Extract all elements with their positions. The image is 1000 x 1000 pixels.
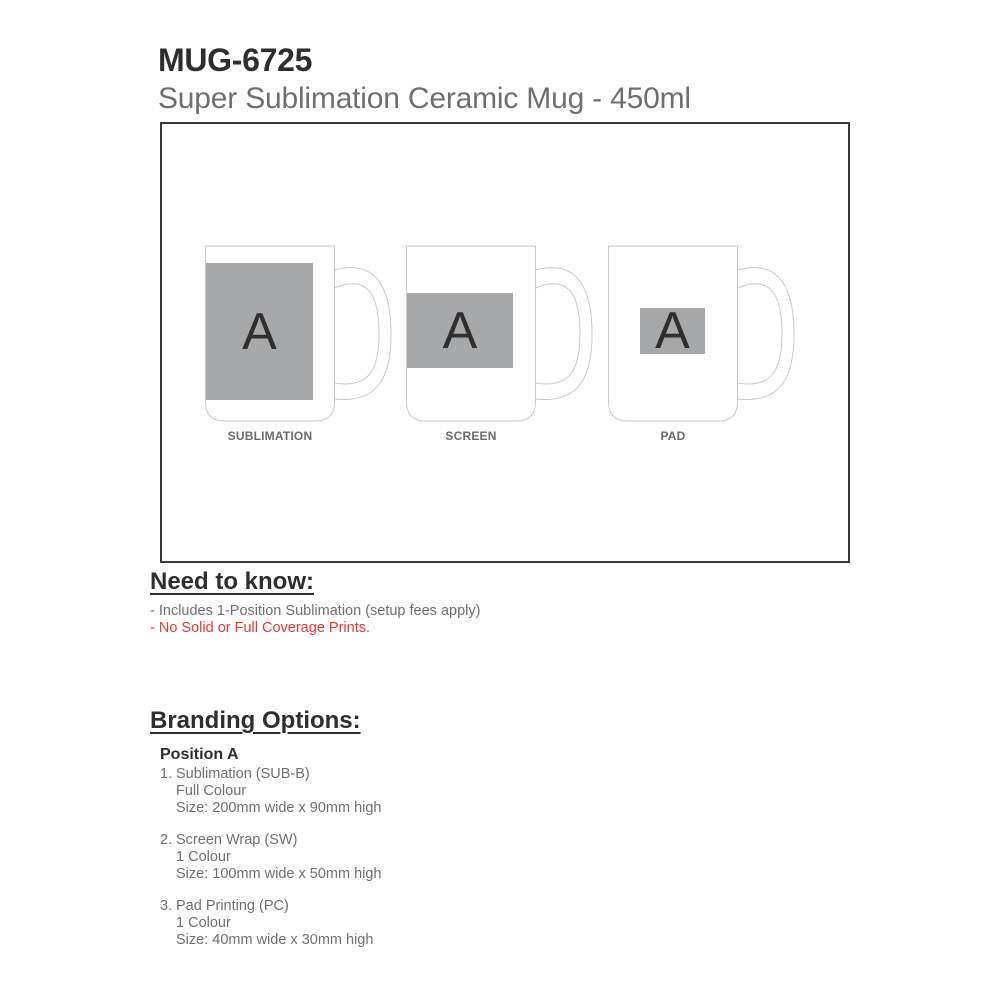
position-title: Position A: [160, 746, 239, 763]
option-method: Sublimation (SUB-B): [176, 766, 310, 782]
print-area-a: A: [407, 293, 513, 368]
branding-options-heading: Branding Options:: [150, 707, 361, 734]
branding-option-screen-wrap: [160, 832, 382, 883]
option-method: Pad Printing (PC): [176, 898, 289, 914]
mug-label-pad: PAD: [660, 429, 686, 443]
mug-label-screen: SCREEN: [445, 429, 497, 443]
mug-screen: [406, 244, 611, 444]
mug-label-sublimation: SUBLIMATION: [227, 429, 313, 443]
option-size: Size: 200mm wide x 90mm high: [176, 800, 382, 816]
note-setup-fees: - Includes 1-Position Sublimation (setup fees apply): [150, 603, 481, 619]
option-size: Size: 40mm wide x 30mm high: [176, 932, 374, 948]
mug-sublimation: [205, 244, 410, 444]
mug-illustration-frame: [160, 122, 850, 563]
branding-option-pad-printing: [160, 898, 373, 949]
option-colour: 1 Colour: [176, 915, 231, 931]
option-number: 2.: [160, 832, 173, 848]
product-code: MUG-6725: [158, 42, 313, 78]
option-method: Screen Wrap (SW): [176, 832, 298, 848]
option-colour: 1 Colour: [176, 849, 231, 865]
print-area-a: A: [206, 263, 313, 400]
option-number: 3.: [160, 898, 173, 914]
print-area-a: A: [640, 308, 705, 354]
option-colour: Full Colour: [176, 783, 247, 799]
mug-pad: [608, 244, 813, 444]
product-name: Super Sublimation Ceramic Mug - 450ml: [158, 82, 691, 115]
mug-outline-icon: [608, 244, 813, 444]
need-to-know-heading: Need to know:: [150, 568, 315, 595]
note-no-solid-prints: - No Solid or Full Coverage Prints.: [150, 620, 370, 636]
option-size: Size: 100mm wide x 50mm high: [176, 866, 382, 882]
branding-option-sublimation: [160, 766, 382, 817]
option-number: 1.: [160, 766, 173, 782]
